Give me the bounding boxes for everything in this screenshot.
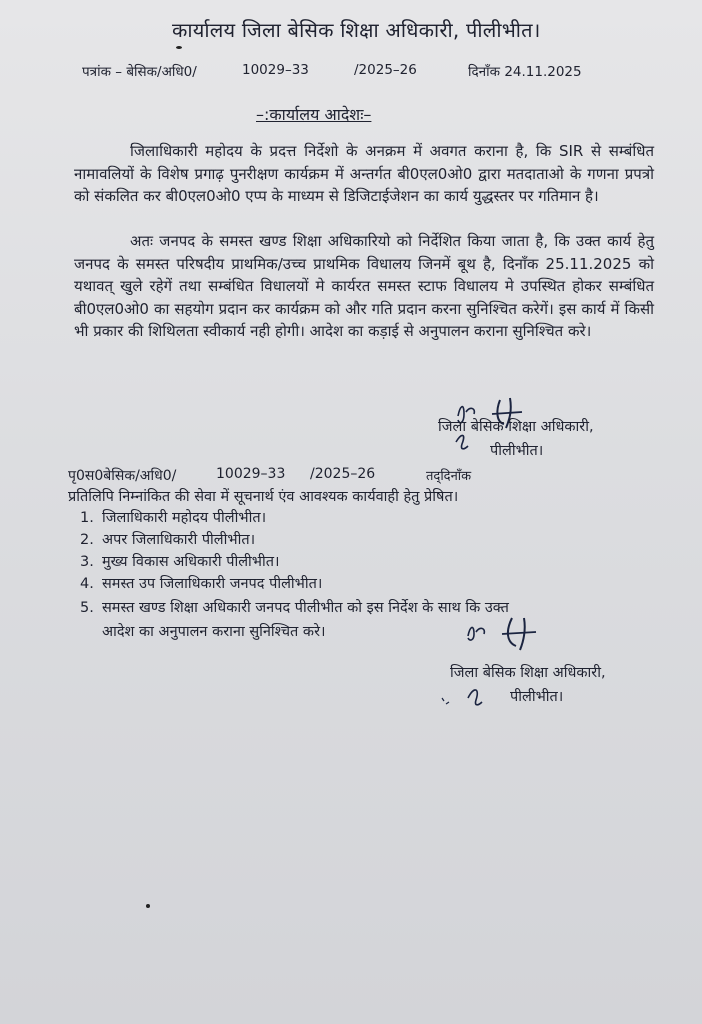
copy-ref-label: पृ0स0बेसिक/अधि0/: [68, 468, 177, 484]
copy-ref-number: 10029–33: [216, 466, 286, 482]
ref-year: /2025–26: [354, 62, 417, 78]
order-heading: –:कार्यालय आदेशः–: [256, 105, 372, 124]
list-item: 2. अपर जिलाधिकारी पीलीभीत।: [80, 532, 256, 548]
body-paragraph-1: जिलाधिकारी महोदय के प्रदत्त निर्देशो के अनक्रम में अवगत कराना है, कि SIR से सम्बंधित नामावलियों के विशेष प्रगाढ़ पुनरीक्षण कार्यक्रम में अन्तर्गत बी0एल0ओ0 द्वारा मतदाताओ के गणना प्रपत्रो को संकलित कर बी0एल0ओ0 एप्प के माध्यम से डिजिटाईजेशन का कार्य युद्धस्तर पर गतिमान है।: [74, 142, 654, 205]
signatory-place-1: पीलीभीत।: [490, 443, 544, 459]
list-item-continuation: आदेश का अनुपालन कराना सुनिश्चित करे।: [102, 624, 326, 640]
ref-label: पत्रांक – बेसिक/अधि0/: [82, 64, 197, 80]
list-item: 3. मुख्य विकास अधिकारी पीलीभीत।: [80, 554, 280, 570]
list-item: 1. जिलाधिकारी महोदय पीलीभीत।: [80, 510, 267, 526]
copy-intro: प्रतिलिपि निम्नांकित की सेवा में सूचनार्थ एंव आवश्यक कार्यवाही हेतु प्रेषित।: [68, 489, 459, 505]
ref-number: 10029–33: [242, 62, 309, 78]
ink-mark: [146, 904, 150, 908]
signatory-title-1: जिला बेसिक शिक्षा अधिकारी,: [438, 419, 594, 435]
signatory-place-2: पीलीभीत।: [510, 689, 564, 705]
issue-date: दिनाँक 24.11.2025: [468, 64, 582, 80]
signatory-title-2: जिला बेसिक शिक्षा अधिकारी,: [450, 665, 606, 681]
copy-date-label: तद्‌दिनाँक: [426, 469, 472, 484]
office-title: कार्यालय जिला बेसिक शिक्षा अधिकारी, पीलीभीत।: [172, 18, 541, 42]
copy-ref-year: /2025–26: [310, 466, 376, 482]
list-item: 5. समस्त खण्ड शिक्षा अधिकारी जनपद पीलीभीत को इस निर्देश के साथ कि उक्त: [80, 600, 509, 616]
ink-mark: [176, 46, 182, 49]
body-paragraph-2: अतः जनपद के समस्त खण्ड शिक्षा अधिकारियो को निर्देशित किया जाता है, कि उक्त कार्य हेतु जनपद के समस्त परिषदीय प्राथमिक/उच्च प्राथमिक विधालय जिनमें बूथ है, दिनाँक 25.11.2025 को यथावत् खुले रहेगें तथा सम्बंधित विधालयों मे कार्यरत समस्त स्टाफ विधालय मे उपस्थित होकर सम्बंधित बी0एल0ओ0 का सहयोग प्रदान कर कार्यक्रम को और गति प्रदान करना सुनिश्चित करेगें। इस कार्य में किसी भी प्रकार की शिथिलता स्वीकार्य नही होगी। आदेश का कड़ाई से अनुपालन कराना सुनिश्चित करे।: [74, 232, 654, 340]
list-item: 4. समस्त उप जिलाधिकारी जनपद पीलीभीत।: [80, 576, 323, 592]
